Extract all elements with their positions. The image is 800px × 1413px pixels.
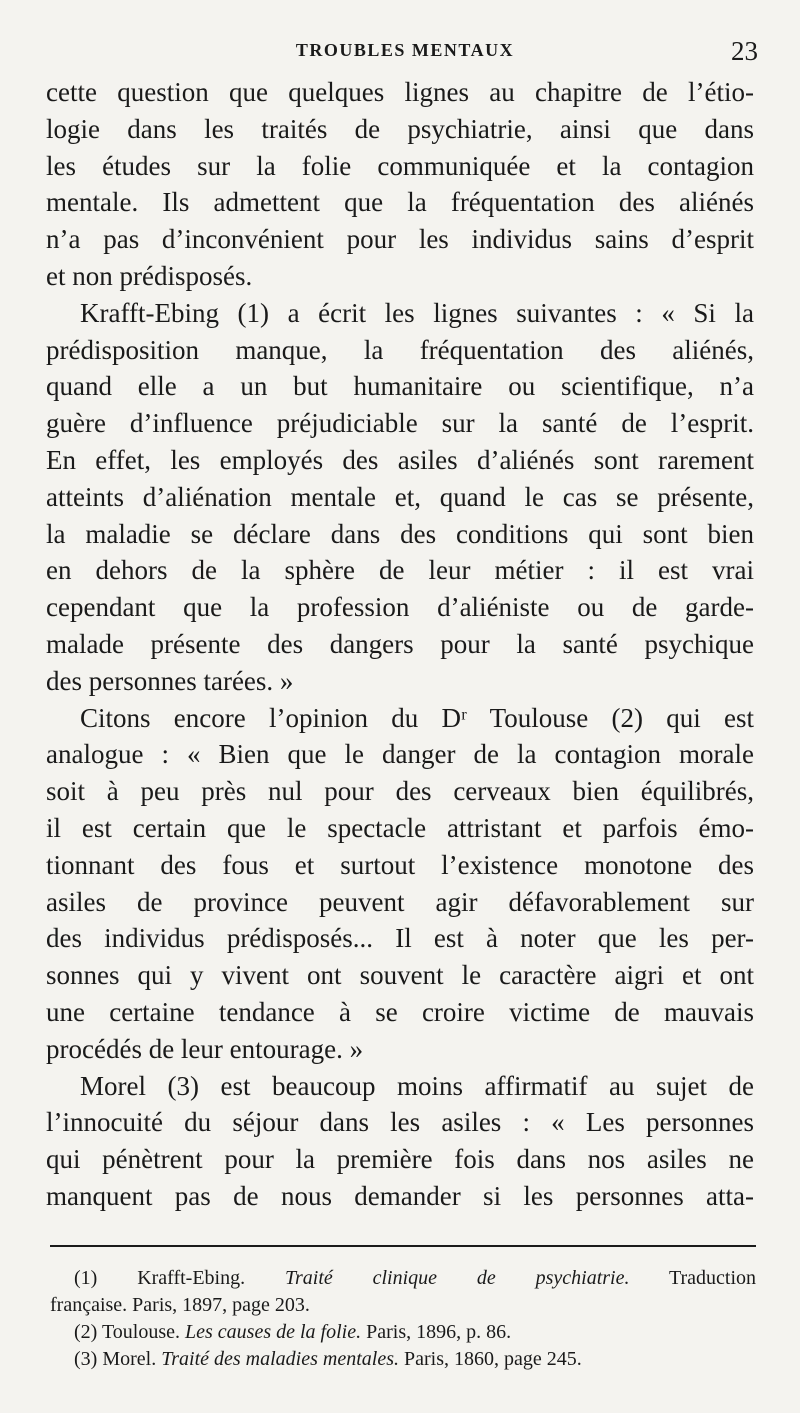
text-line: qui pénètrent pour la première fois dans nos asiles ne xyxy=(46,1144,754,1175)
footnote-number: (1) xyxy=(74,1267,98,1289)
footnote-details: Paris, 1860, page 245. xyxy=(403,1348,582,1370)
body-text xyxy=(46,74,754,1215)
footnote-author: Toulouse. xyxy=(101,1321,181,1343)
text-line: les études sur la folie communiquée et la contagion xyxy=(46,150,754,181)
text-line: Citons encore l’opinion du Dʳ Toulouse (2) qui est xyxy=(80,702,754,733)
text-line: procédés de leur entourage. » xyxy=(46,1033,364,1064)
footnote-details: Traduction xyxy=(668,1267,757,1289)
text-line: logie dans les traités de psychiatrie, ainsi que dans xyxy=(46,113,754,144)
text-line: prédisposition manque, la fréquentation des aliénés, xyxy=(46,334,754,365)
footnotes xyxy=(50,1265,756,1373)
footnote-title: Traité clinique de psychiatrie. xyxy=(284,1267,630,1289)
footnote-1-continuation: française. Paris, 1897, page 203. xyxy=(50,1294,310,1316)
text-line: manquent pas de nous demander si les personnes atta- xyxy=(46,1180,754,1211)
text-line: soit à peu près nul pour des cerveaux bien équilibrés, xyxy=(46,776,754,807)
text-line: et non prédisposés. xyxy=(46,260,253,291)
text-line: n’a pas d’inconvénient pour les individus sains d’esprit xyxy=(46,224,754,255)
text-line: l’innocuité du séjour dans les asiles : « Les personnes xyxy=(46,1107,754,1138)
text-line: des individus prédisposés... Il est à noter que les per- xyxy=(46,923,754,954)
text-line: analogue : « Bien que le danger de la contagion morale xyxy=(46,739,754,770)
footnote-title: Les causes de la folie. xyxy=(185,1321,362,1343)
text-line: cette question que quelques lignes au chapitre de l’étio- xyxy=(46,77,754,107)
text-line: la maladie se déclare dans des conditions qui sont bien xyxy=(46,518,754,549)
footnote-2 xyxy=(50,1319,756,1346)
text-line: mentale. Ils admettent que la fréquentation des aliénés xyxy=(46,187,754,218)
text-line: quand elle a un but humanitaire ou scientifique, n’a xyxy=(46,371,754,402)
footnote-1 xyxy=(50,1265,756,1292)
footnote-number: (2) xyxy=(74,1321,98,1343)
text-line: En effet, les employés des asiles d’aliénés sont rarement xyxy=(46,444,754,475)
footnote-3 xyxy=(50,1346,756,1373)
text-line: il est certain que le spectacle attristant et parfois émo- xyxy=(46,812,754,843)
page-number: 23 xyxy=(731,36,758,66)
text-line: des personnes tarées. » xyxy=(46,665,294,696)
text-line: atteints d’aliénation mentale et, quand le cas se présente, xyxy=(46,481,754,512)
footnote-title: Traité des maladies mentales. xyxy=(161,1348,399,1370)
text-line: sonnes qui y vivent ont souvent le caractère aigri et ont xyxy=(46,960,754,991)
text-line: une certaine tendance à se croire victime de mauvais xyxy=(46,996,754,1027)
footnote-author: Morel. xyxy=(102,1348,157,1370)
footnote-details: Paris, 1896, p. 86. xyxy=(366,1321,512,1343)
text-line: Krafft-Ebing (1) a écrit les lignes suivantes : « Si la xyxy=(80,297,754,328)
footnote-divider xyxy=(50,1245,756,1247)
footnote-number: (3) xyxy=(74,1348,98,1370)
text-line: guère d’influence préjudiciable sur la santé de l’esprit. xyxy=(46,408,754,439)
text-line: cependant que la profession d’aliéniste ou de garde- xyxy=(46,592,754,623)
running-title: TROUBLES MENTAUX xyxy=(295,40,515,60)
running-header xyxy=(40,36,770,66)
text-line: Morel (3) est beaucoup moins affirmatif au sujet de xyxy=(80,1070,754,1101)
footnote-author: Krafft-Ebing. xyxy=(137,1267,246,1289)
text-line: tionnant des fous et surtout l’existence monotone des xyxy=(46,849,754,880)
text-line: asiles de province peuvent agir défavorablement sur xyxy=(46,886,754,917)
text-line: malade présente des dangers pour la santé psychique xyxy=(46,628,754,659)
text-line: en dehors de la sphère de leur métier : il est vrai xyxy=(46,555,754,586)
